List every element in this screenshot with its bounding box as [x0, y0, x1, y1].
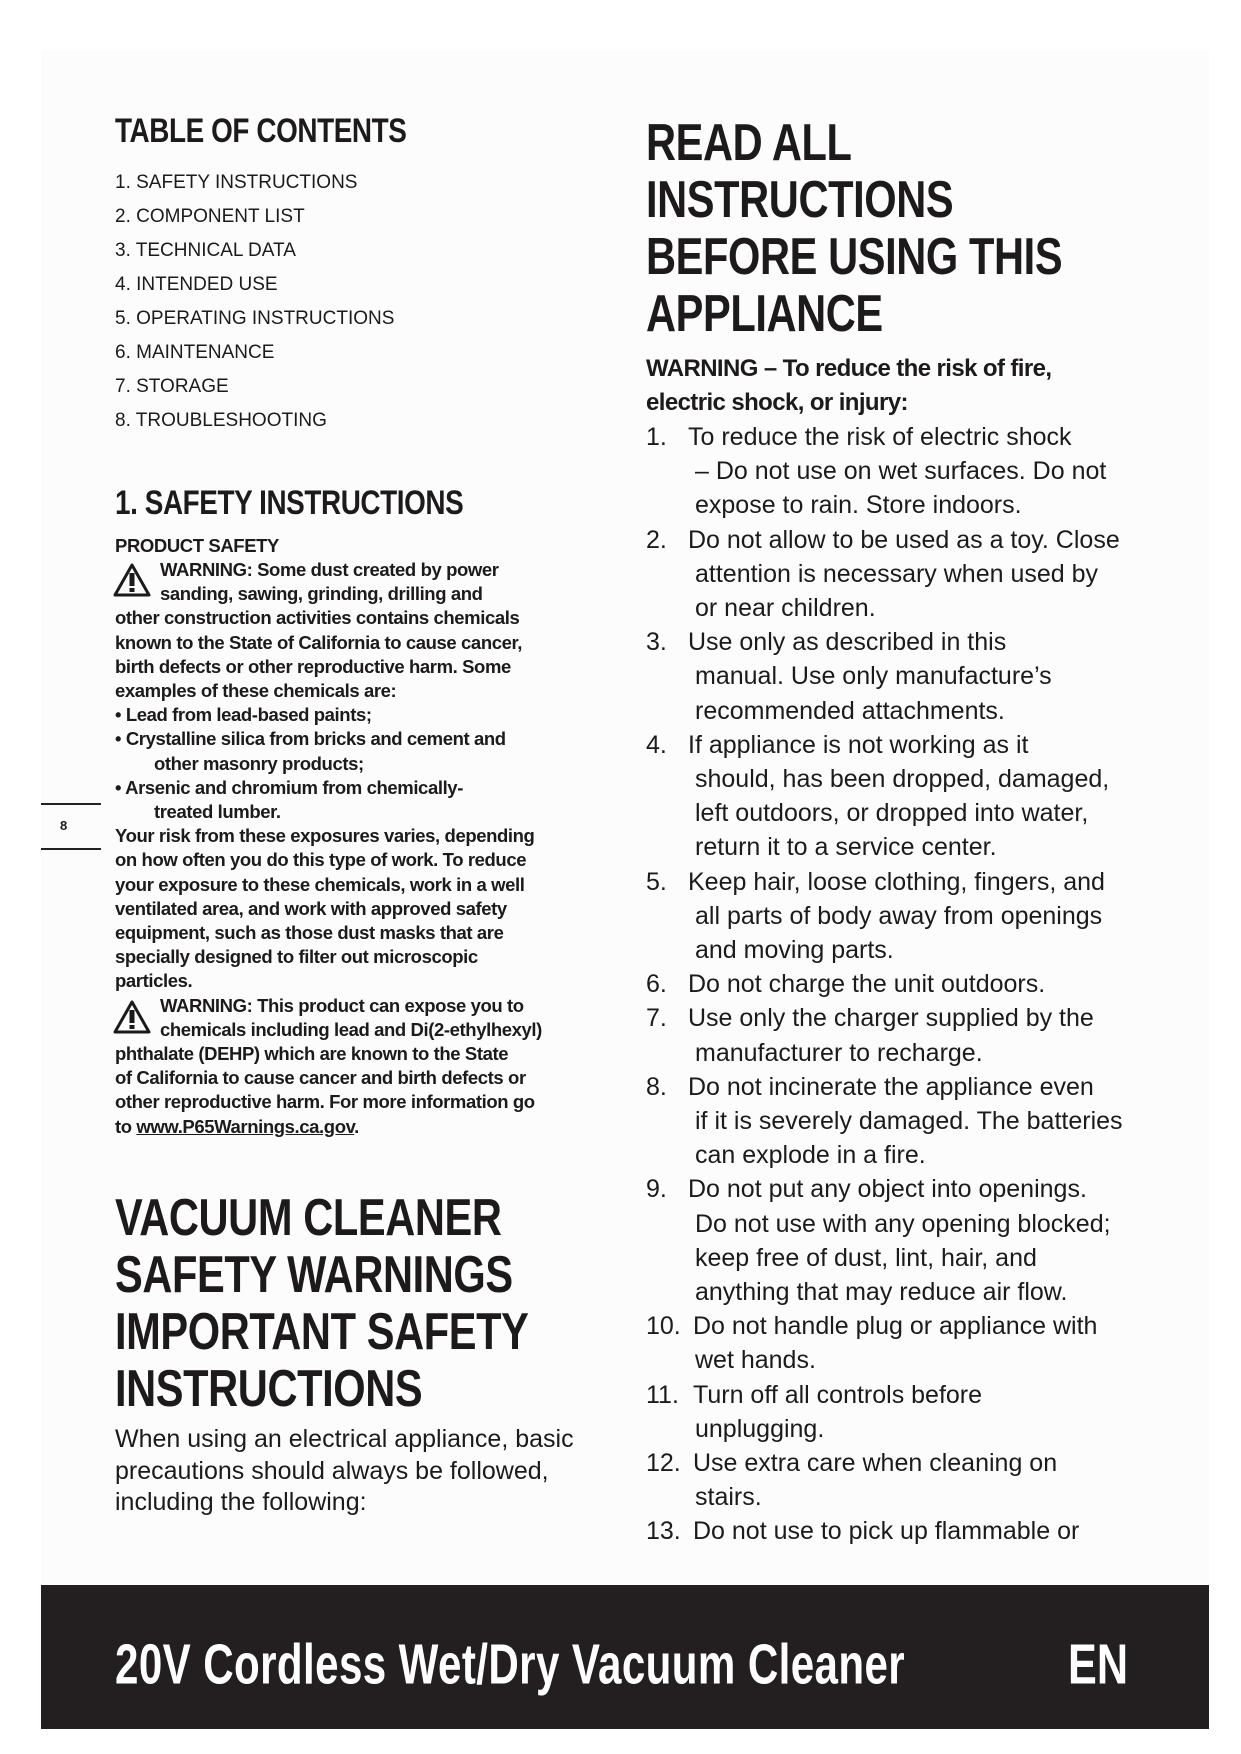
list-item-number: 4. [646, 730, 667, 759]
list-item-number: 9. [646, 1175, 667, 1204]
list-item-number: 10. [646, 1312, 681, 1341]
warning-text-line: chemicals including lead and Di(2-ethylhexyl) [160, 1018, 542, 1040]
list-item-text: Do not handle plug or appliance with [693, 1312, 1098, 1341]
warning-text-line: particles. [115, 970, 193, 992]
toc-item[interactable]: 2. COMPONENT LIST [115, 206, 305, 227]
list-item-number: 13. [646, 1517, 681, 1546]
page-number-rule-bottom [41, 848, 101, 850]
list-item-text: left outdoors, or dropped into water, [695, 799, 1089, 828]
p65-warnings-link[interactable]: www.P65Warnings.ca.gov [136, 1115, 355, 1137]
warning-triangle-icon [112, 562, 152, 598]
vacuum-safety-heading-line: IMPORTANT SAFETY [115, 1303, 529, 1361]
list-item-text: or near children. [695, 594, 876, 622]
vacuum-safety-heading-line: VACUUM CLEANER [115, 1189, 502, 1247]
toc-item[interactable]: 1. SAFETY INSTRUCTIONS [115, 172, 358, 193]
warning-text-line [115, 1116, 359, 1138]
list-item-text: anything that may reduce air flow. [695, 1278, 1068, 1306]
list-item-number: 12. [646, 1449, 681, 1477]
warning-text-line: • Lead from lead-based paints; [115, 704, 372, 726]
warning-text-line: other reproductive harm. For more information go [115, 1091, 535, 1113]
warning-text-line: sanding, sawing, grinding, drilling and [160, 583, 483, 605]
list-item-text: all parts of body away from openings [695, 901, 1103, 930]
warning-heading-line: electric shock, or injury: [646, 389, 908, 416]
toc-item[interactable]: 6. MAINTENANCE [115, 342, 275, 363]
warning-text-line: • Arsenic and chromium from chemically- [115, 776, 463, 798]
warning-text-line: of California to cause cancer and birth defects or [115, 1067, 526, 1089]
list-item-text: Turn off all controls before [693, 1380, 983, 1409]
list-item-text: Use extra care when cleaning on [693, 1449, 1058, 1477]
read-instructions-heading-line: APPLIANCE [646, 285, 883, 343]
list-item-text: recommended attachments. [695, 696, 1005, 725]
warning-triangle-icon [112, 999, 152, 1035]
section-title-safety: 1. SAFETY INSTRUCTIONS [115, 484, 464, 522]
list-item-text: Use only as described in this [688, 628, 1007, 657]
read-instructions-heading-line: READ ALL [646, 114, 852, 172]
list-item-text: and moving parts. [695, 936, 894, 964]
intro-paragraph-line: When using an electrical appliance, basic [115, 1425, 574, 1453]
list-item-number: 8. [646, 1072, 667, 1101]
read-instructions-heading-line: INSTRUCTIONS [646, 171, 954, 229]
warning-text-line: Your risk from these exposures varies, depending [115, 825, 535, 847]
list-item-text: can explode in a fire. [695, 1141, 926, 1170]
footer-product-title: 20V Cordless Wet/Dry Vacuum Cleaner [115, 1633, 906, 1697]
vacuum-safety-heading-line: INSTRUCTIONS [115, 1360, 423, 1418]
warning-text-line: your exposure to these chemicals, work in a well [115, 873, 525, 895]
footer-language-code: EN [1068, 1633, 1129, 1697]
product-safety-heading: PRODUCT SAFETY [115, 535, 279, 556]
list-item-number: 5. [646, 867, 667, 896]
warning-text-line: equipment, such as those dust masks that are [115, 922, 504, 943]
warning-text-line: WARNING: This product can expose you to [160, 994, 524, 1016]
list-item-number: 2. [646, 525, 667, 554]
warning-text-line: on how often you do this type of work. To reduce [115, 849, 527, 871]
list-item-text: manufacturer to recharge. [695, 1038, 983, 1067]
warning-text-line: specially designed to filter out microscopic [115, 946, 478, 968]
warning-text-line: phthalate (DEHP) which are known to the State [115, 1043, 509, 1064]
warning-text-line: other construction activities contains chemicals [115, 607, 520, 629]
list-item-text: keep free of dust, lint, hair, and [695, 1243, 1037, 1272]
list-item-number: 7. [646, 1004, 667, 1033]
intro-paragraph-line: including the following: [115, 1488, 367, 1516]
list-item-text: Use only the charger supplied by the [688, 1004, 1094, 1033]
list-item-number: 6. [646, 970, 667, 999]
page-number-rule-top [41, 803, 101, 805]
warning-text-line: WARNING: Some dust created by power [160, 559, 499, 580]
list-item-text: Do not charge the unit outdoors. [688, 970, 1046, 999]
list-item-text: unplugging. [695, 1414, 825, 1443]
list-item-text: manual. Use only manufacture’s [695, 662, 1052, 691]
warning-text-line: known to the State of California to cause cancer, [115, 631, 523, 653]
toc-item[interactable]: 3. TECHNICAL DATA [115, 240, 296, 261]
list-item-text: Do not use to pick up flammable or [693, 1517, 1080, 1546]
warning-text-line: • Crystalline silica from bricks and cement and [115, 728, 506, 750]
warning-text-line: treated lumber. [154, 801, 281, 822]
warning-text-line: examples of these chemicals are: [115, 680, 397, 701]
link-prefix: to [115, 1115, 137, 1137]
list-item-text: To reduce the risk of electric shock [688, 423, 1072, 451]
vacuum-safety-heading-line: SAFETY WARNINGS [115, 1246, 513, 1304]
toc-title: TABLE OF CONTENTS [115, 112, 407, 150]
read-instructions-heading-line: BEFORE USING THIS [646, 228, 1063, 286]
list-item-text: expose to rain. Store indoors. [695, 491, 1022, 520]
list-item-text: attention is necessary when used by [695, 559, 1099, 588]
page-number: 8 [60, 818, 68, 833]
list-item-text: should, has been dropped, damaged, [695, 765, 1110, 793]
list-item-text: If appliance is not working as it [688, 730, 1029, 759]
warning-heading-line: WARNING – To reduce the risk of fire, [646, 355, 1052, 382]
list-item-number: 1. [646, 423, 667, 451]
list-item-text: – Do not use on wet surfaces. Do not [695, 457, 1107, 486]
list-item-text: Do not allow to be used as a toy. Close [688, 525, 1120, 554]
warning-text-line: birth defects or other reproductive harm. Some [115, 655, 511, 677]
list-item-text: Do not incinerate the appliance even [688, 1072, 1094, 1101]
list-item-text: Do not use with any opening blocked; [695, 1209, 1111, 1238]
list-item-text: Do not put any object into openings. [688, 1175, 1087, 1204]
link-suffix: . [354, 1115, 359, 1137]
toc-item[interactable]: 4. INTENDED USE [115, 274, 278, 295]
list-item-text: if it is severely damaged. The batteries [695, 1107, 1123, 1135]
toc-item[interactable]: 8. TROUBLESHOOTING [115, 410, 327, 431]
toc-item[interactable]: 5. OPERATING INSTRUCTIONS [115, 308, 395, 329]
list-item-text: stairs. [695, 1483, 762, 1512]
warning-text-line: other masonry products; [154, 752, 364, 774]
warning-text-line: ventilated area, and work with approved safety [115, 897, 507, 919]
intro-paragraph-line: precautions should always be followed, [115, 1456, 549, 1485]
list-item-number: 3. [646, 628, 667, 657]
list-item-text: return it to a service center. [695, 833, 997, 862]
list-item-number: 11. [646, 1380, 679, 1409]
list-item-text: Keep hair, loose clothing, fingers, and [688, 867, 1105, 896]
toc-item[interactable]: 7. STORAGE [115, 376, 229, 397]
list-item-text: wet hands. [695, 1346, 816, 1375]
